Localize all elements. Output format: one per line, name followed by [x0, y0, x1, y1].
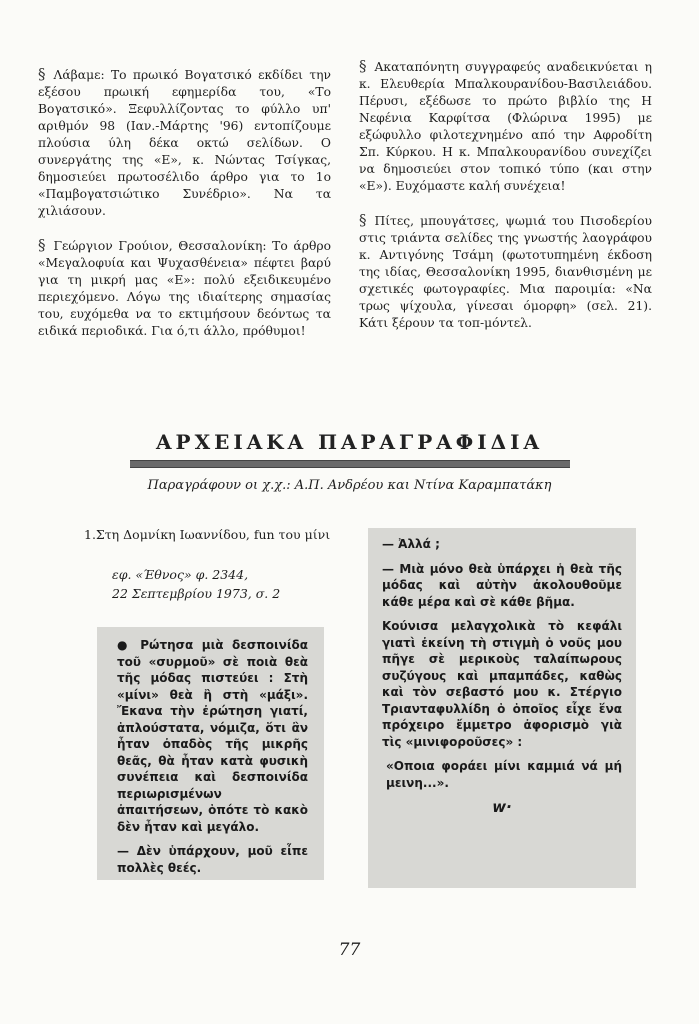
clipping-paragraph: — Ἀλλά ; [382, 537, 440, 551]
page-number: 77 [338, 940, 361, 960]
section-mark: § [38, 236, 46, 254]
heading-rule [130, 460, 570, 468]
section-heading: ΑΡΧΕΙΑΚΑ ΠΑΡΑΓΡΑΦΙΔΙΑ [156, 430, 543, 454]
clipping-paragraph: ● Ρώτησα μιὰ δεσποινίδα τοῦ «συρμοῦ» σὲ ποιὰ θεὰ τῆς μόδας πιστεύει : Στὴ «μίνι» θεὰ ἢ στὴ «μάξι». Ἔκανα τὴν ἐρώτηση γιατί, ἁπλούστατα, νόμιζα, ὅτι ἂν ἦταν ὀπαδὸς τῆς μικρῆς θεᾶς, θὰ ἦταν κατὰ φυσικὴ συνέπεια καὶ δεσποινίδα περιωρισμένων ἀπαιτήσεων, ὁπότε τὸ κακὸ δὲν ἦταν καὶ μεγάλο. [117, 638, 308, 834]
section-mark: § [359, 211, 367, 229]
clipping-quote: «Οποια φοράει μίνι καμμιά νά μή μεινη...». [386, 759, 622, 790]
paragraph: § Γεώργιον Γρούιον, Θεσσαλονίκη: Το άρθρο «Μεγαλοφυία και Ψυχασθένεια» πέφτει βαρύ για τη μικρή μας «Ε»: πολύ εξειδικευμένο περιεχόμενο. Λόγω της ιδιαίτερης σημασίας του, ευχόμεθα να το εκτιμήσουν δεόντως τα ειδικά περιοδικά. Για ό,τι άλλο, πρόθυμοι! [38, 236, 331, 338]
source-line: εφ. «Έθνος» φ. 2344, [112, 567, 249, 582]
section-mark: § [38, 65, 46, 83]
clipping-paragraph: — Μιὰ μόνο θεὰ ὑπάρχει ἡ θεὰ τῆς μόδας καὶ αὐτὴν ἀκολουθοῦμε κάθε μέρα καὶ σὲ κάθε βῆμα. [382, 561, 622, 609]
clipping-paragraph: Κούνισα μελαγχολικὰ τὸ κεφάλι γιατὶ ἐκείνη τὴ στιγμὴ ὁ νοῦς μου πῆγε σὲ μερικοὺς ταλαίπωρους συζύγους καὶ μπαμπάδες, καθὼς καὶ τὸν σεβαστό μου κ. Στέργιο Τριανταφυλλίδη ὁ ὁποῖος εἶχε ἕνα πρόχειρο ἔμμετρο ἀφορισμὸ γιὰ τὶς «μινιφοροῦσες» : [382, 619, 622, 749]
newspaper-clipping-right [368, 528, 636, 888]
paragraph: § Λάβαμε: Το πρωικό Βογατσικό εκδίδει την εξέσου πρωική εφημερίδα του, «Το Βογατσικό». Ξεφυλλίζοντας το φύλλο υπ' αριθμόν 98 (Ιαν.-Μάρτης '96) εντοπίζουμε πλούσια ύλη δέκα οκτώ σελίδων. Ο συνεργάτης της «Ε», κ. Νώντας Τσίγκας, δημοσιεύει πρωτοσέλιδο άρθρο για το 1ο «Παμβογατσιώτικο Συνέδριο». Να τα χιλιάσουν. [38, 65, 331, 218]
paragraph: § Ακαταπόνητη συγγραφεύς αναδεικνύεται η κ. Ελευθερία Μπαλκουρανίδου-Βασιλειάδου. Πέρυσι, εξέδωσε το πρώτο βιβλίο της Η Νεφένια Καρφίτσα (Φλώρινα 1995) με εξώφυλλο φιλοτεχνημένο από την Αφροδίτη Σπ. Κύρκου. Η κ. Μπαλκουρανίδου συνεχίζει να δημοσιεύει στον τοπικό τύπο (και στην «Ε»). Ευχόμαστε καλή συνέχεια! [359, 57, 652, 193]
clipping-paragraph: — Δὲν ὑπάρχουν, μοῦ εἶπε πολλὲς θεές. [117, 844, 308, 875]
item-title: 1.Στη Δομνίκη Ιωαννίδου, fun του μίνι [84, 527, 331, 542]
paragraph: § Πίτες, μπουγάτσες, ψωμιά του Πισοδερίου στις τριάντα σελίδες της γνωστής λαογράφου κ. Αντιγόνης Τσάμη (φωτοτυπημένη έκδοση της ιδίας, Θεσσαλονίκη 1995, διανθισμένη με σχετικές φωτογραφίες. Μια παροιμία: «Να τρως ψίχουλα, γίνεσαι όμορφη» (σελ. 21). Κάτι ξέρουν τα τοπ-μόντελ. [359, 211, 652, 330]
byline: Παραγράφουν οι χ.χ.: Α.Π. Ανδρέου και Ντίνα Καραμπατάκη [147, 478, 552, 493]
item-source [112, 565, 280, 603]
left-column [38, 66, 331, 357]
source-line: 22 Σεπτεμβρίου 1973, σ. 2 [112, 586, 281, 601]
right-column [359, 58, 652, 349]
section-mark: § [359, 57, 367, 75]
newspaper-clipping-left [97, 627, 324, 880]
clipping-signature: w· [492, 798, 512, 816]
